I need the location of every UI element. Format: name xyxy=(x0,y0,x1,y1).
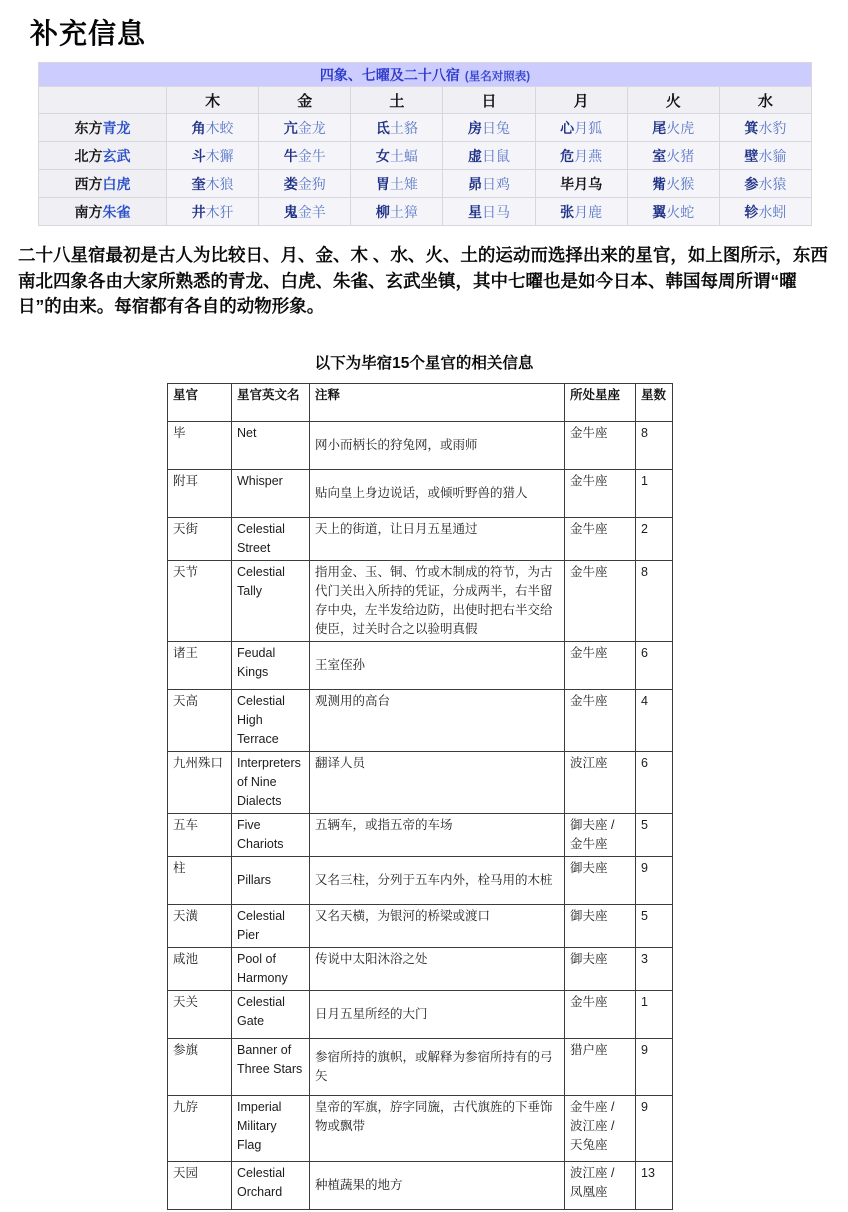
four-symbols-navbox-table xyxy=(38,62,812,226)
star-en-cell: Banner of Three Stars xyxy=(232,1038,310,1095)
direction-label: 西方 xyxy=(74,175,103,192)
mansion-link[interactable]: 尾火虎 xyxy=(652,119,695,136)
star-count-cell: 1 xyxy=(636,990,673,1038)
mansion-cell xyxy=(535,198,627,226)
mansion-cell xyxy=(443,198,535,226)
star-count-cell: 9 xyxy=(636,1095,673,1161)
star-note-cell: 王室侄孙 xyxy=(310,641,565,689)
direction-group-cell xyxy=(39,142,167,170)
star-en-cell: Celestial High Terrace xyxy=(232,689,310,751)
mansion-link[interactable]: 张月鹿 xyxy=(560,203,603,220)
navbox-title-cell xyxy=(39,63,812,87)
planet-column-header: 日 xyxy=(443,87,535,114)
mansion-link[interactable]: 壁水貐 xyxy=(744,147,787,164)
star-name-cell: 毕 xyxy=(168,421,232,469)
mansion-link[interactable]: 井木犴 xyxy=(191,203,234,220)
navbox-row xyxy=(39,198,812,226)
star-note-cell: 天上的街道，让日月五星通过 xyxy=(310,517,565,560)
star-note-cell: 又名天横，为银河的桥梁或渡口 xyxy=(310,904,565,947)
star-official-row xyxy=(168,947,673,990)
star-count-cell: 5 xyxy=(636,904,673,947)
symbol-link[interactable]: 白虎 xyxy=(102,175,131,192)
mansion-cell xyxy=(351,114,443,142)
mansion-cell xyxy=(259,142,351,170)
mansion-cell xyxy=(443,114,535,142)
star-en-cell: Celestial Street xyxy=(232,517,310,560)
star-name-header: 星官 xyxy=(168,383,232,421)
star-constellation-cell: 金牛座 xyxy=(565,421,636,469)
mansion-cell xyxy=(167,198,259,226)
star-count-cell: 5 xyxy=(636,813,673,856)
star-official-row xyxy=(168,1095,673,1161)
star-officials-table xyxy=(167,383,673,1210)
star-count-cell: 9 xyxy=(636,1038,673,1095)
mansion-cell xyxy=(535,142,627,170)
mansion-cell xyxy=(259,198,351,226)
mansion-cell xyxy=(627,142,719,170)
navbox-title-row xyxy=(39,63,812,87)
star-count-cell: 1 xyxy=(636,469,673,517)
mansion-link[interactable]: 昴日鸡 xyxy=(467,175,510,192)
direction-group-cell xyxy=(39,170,167,198)
mansion-cell xyxy=(719,142,811,170)
star-note-cell: 又名三柱，分列于五车内外，栓马用的木桩 xyxy=(310,856,565,904)
mansion-link[interactable]: 觜火猴 xyxy=(652,175,695,192)
mansion-link[interactable]: 虚日鼠 xyxy=(467,147,510,164)
mansion-link[interactable]: 箕水豹 xyxy=(744,119,787,136)
mansion-link[interactable]: 柳土獐 xyxy=(375,203,418,220)
star-constellation-cell: 金牛座 xyxy=(565,469,636,517)
star-name-cell: 柱 xyxy=(168,856,232,904)
planet-column-header: 木 xyxy=(167,87,259,114)
navbox-title-note: (星名对照表) xyxy=(464,70,531,83)
mansion-link[interactable]: 斗木獬 xyxy=(191,147,234,164)
star-official-row xyxy=(168,469,673,517)
star-en-cell: Pillars xyxy=(232,856,310,904)
mansion-cell xyxy=(719,114,811,142)
star-official-row xyxy=(168,990,673,1038)
star-constellation-cell: 御夫座 xyxy=(565,904,636,947)
mansion-link[interactable]: 危月燕 xyxy=(560,147,603,164)
star-official-row xyxy=(168,904,673,947)
star-en-cell: Celestial Pier xyxy=(232,904,310,947)
section-subtitle: 以下为毕宿15个星官的相关信息 xyxy=(314,354,534,372)
star-constellation-header: 所处星座 xyxy=(565,383,636,421)
star-official-row xyxy=(168,641,673,689)
planet-column-header: 月 xyxy=(535,87,627,114)
star-constellation-cell: 御夫座 xyxy=(565,856,636,904)
star-name-cell: 天园 xyxy=(168,1161,232,1209)
mansion-cell xyxy=(535,170,627,198)
star-note-cell: 贴向皇上身边说话，或倾听野兽的猎人 xyxy=(310,469,565,517)
star-count-cell: 8 xyxy=(636,421,673,469)
mansion-cell xyxy=(719,198,811,226)
star-count-cell: 13 xyxy=(636,1161,673,1209)
star-count-header: 星数 xyxy=(636,383,673,421)
star-constellation-cell: 御夫座 xyxy=(565,947,636,990)
star-note-cell: 网小而柄长的狩兔网，或雨师 xyxy=(310,421,565,469)
direction-label: 东方 xyxy=(74,119,103,136)
page-title: 补充信息 xyxy=(30,18,147,49)
star-name-cell: 九州殊口 xyxy=(168,751,232,813)
star-note-cell: 参宿所持的旗帜，或解释为参宿所持有的弓矢 xyxy=(310,1038,565,1095)
intro-paragraph: 二十八星宿最初是古人为比较日、月、金、木 、水、火、土的运动而选择出来的星官，如上图所示，东西南北四象各由大家所熟悉的青龙、白虎、朱雀、玄武坐镇，其中七曜也是如今日本、韩国每周所谓“曜日”的由来。每宿都有各自的动物形象。 xyxy=(18,245,828,316)
navbox-row xyxy=(39,142,812,170)
mansion-cell xyxy=(259,114,351,142)
star-constellation-cell: 金牛座 xyxy=(565,517,636,560)
star-name-cell: 参旗 xyxy=(168,1038,232,1095)
direction-group-cell xyxy=(39,198,167,226)
star-official-row xyxy=(168,689,673,751)
star-count-cell: 6 xyxy=(636,751,673,813)
mansion-cell xyxy=(167,142,259,170)
mansion-link[interactable]: 星日马 xyxy=(467,203,510,220)
star-constellation-cell: 波江座 xyxy=(565,751,636,813)
mansion-cell xyxy=(627,170,719,198)
mansion-cell xyxy=(719,170,811,198)
star-name-cell: 诸王 xyxy=(168,641,232,689)
star-en-cell: Five Chariots xyxy=(232,813,310,856)
star-en-header: 星官英文名 xyxy=(232,383,310,421)
star-constellation-cell: 金牛座 xyxy=(565,641,636,689)
mansion-link[interactable]: 轸水蚓 xyxy=(744,203,787,220)
star-en-cell: Imperial Military Flag xyxy=(232,1095,310,1161)
mansion-cell xyxy=(351,198,443,226)
star-count-cell: 6 xyxy=(636,641,673,689)
star-en-cell: Interpreters of Nine Dialects xyxy=(232,751,310,813)
star-count-cell: 2 xyxy=(636,517,673,560)
mansion-link[interactable]: 心月狐 xyxy=(560,119,603,136)
star-note-cell: 皇帝的军旗，斿字同旒，古代旗旌的下垂饰物或飘带 xyxy=(310,1095,565,1161)
star-official-row xyxy=(168,517,673,560)
mansion-cell xyxy=(627,114,719,142)
mansion-cell xyxy=(535,114,627,142)
star-name-cell: 九斿 xyxy=(168,1095,232,1161)
planet-column-header: 水 xyxy=(719,87,811,114)
star-name-cell: 五车 xyxy=(168,813,232,856)
star-en-cell: Celestial Gate xyxy=(232,990,310,1038)
mansion-cell xyxy=(259,170,351,198)
planet-column-header: 金 xyxy=(259,87,351,114)
star-name-cell: 天潢 xyxy=(168,904,232,947)
mansion-link[interactable]: 女土蝠 xyxy=(375,147,418,164)
star-note-cell: 指用金、玉、铜、竹或木制成的符节，为古代门关出入所持的凭证，分成两半，右半留存中央，左半发给边防，出使时把右半交给使臣，过关时合之以验明真假 xyxy=(310,560,565,641)
star-table-header-row xyxy=(168,383,673,421)
star-official-row xyxy=(168,421,673,469)
mansion-link[interactable]: 参水猿 xyxy=(744,175,787,192)
mansion-link[interactable]: 氐土貉 xyxy=(375,119,418,136)
star-official-row xyxy=(168,751,673,813)
star-constellation-cell: 猎户座 xyxy=(565,1038,636,1095)
star-note-cell: 翻译人员 xyxy=(310,751,565,813)
star-en-cell: Net xyxy=(232,421,310,469)
mansion-link[interactable]: 胃土雉 xyxy=(375,175,418,192)
symbol-link[interactable]: 青龙 xyxy=(102,119,131,136)
mansion-link[interactable]: 房日兔 xyxy=(467,119,510,136)
planet-column-header: 土 xyxy=(351,87,443,114)
star-constellation-cell: 金牛座 xyxy=(565,990,636,1038)
star-name-cell: 咸池 xyxy=(168,947,232,990)
symbol-link[interactable]: 玄武 xyxy=(102,147,131,164)
star-constellation-cell: 金牛座 xyxy=(565,689,636,751)
navbox-title: 四象、七曜及二十八宿 xyxy=(319,66,460,83)
star-count-cell: 9 xyxy=(636,856,673,904)
direction-label: 南方 xyxy=(74,203,103,220)
star-note-cell: 传说中太阳沐浴之处 xyxy=(310,947,565,990)
mansion-cell xyxy=(351,142,443,170)
mansion-link[interactable]: 鬼金羊 xyxy=(283,203,326,220)
navbox-row xyxy=(39,114,812,142)
star-constellation-cell: 金牛座 / 波江座 / 天兔座 xyxy=(565,1095,636,1161)
star-constellation-cell: 波江座 / 凤凰座 xyxy=(565,1161,636,1209)
star-note-cell: 日月五星所经的大门 xyxy=(310,990,565,1038)
mansion-link[interactable]: 角木蛟 xyxy=(191,119,234,136)
star-en-cell: Celestial Orchard xyxy=(232,1161,310,1209)
star-name-cell: 附耳 xyxy=(168,469,232,517)
mansion-cell xyxy=(167,114,259,142)
mansion-cell xyxy=(627,198,719,226)
star-en-cell: Feudal Kings xyxy=(232,641,310,689)
mansion-cell xyxy=(443,170,535,198)
star-constellation-cell: 金牛座 xyxy=(565,560,636,641)
star-en-cell: Whisper xyxy=(232,469,310,517)
star-constellation-cell: 御夫座 / 金牛座 xyxy=(565,813,636,856)
mansion-cell xyxy=(443,142,535,170)
star-note-cell: 五辆车，或指五帝的车场 xyxy=(310,813,565,856)
star-official-row xyxy=(168,1038,673,1095)
star-count-cell: 4 xyxy=(636,689,673,751)
navbox-header-row xyxy=(39,87,812,114)
mansion-link[interactable]: 娄金狗 xyxy=(283,175,326,192)
star-note-header: 注释 xyxy=(310,383,565,421)
star-count-cell: 8 xyxy=(636,560,673,641)
star-name-cell: 天关 xyxy=(168,990,232,1038)
star-official-row xyxy=(168,856,673,904)
star-name-cell: 天高 xyxy=(168,689,232,751)
mansion-link[interactable]: 奎木狼 xyxy=(191,175,234,192)
star-name-cell: 天节 xyxy=(168,560,232,641)
mansion-cell xyxy=(167,170,259,198)
star-official-row xyxy=(168,1161,673,1209)
star-count-cell: 3 xyxy=(636,947,673,990)
mansion-link[interactable]: 翼火蛇 xyxy=(652,203,695,220)
direction-group-cell xyxy=(39,114,167,142)
mansion-cell xyxy=(351,170,443,198)
mansion-link[interactable]: 亢金龙 xyxy=(283,119,326,136)
mansion-link[interactable]: 室火猪 xyxy=(652,147,695,164)
direction-label: 北方 xyxy=(74,147,103,164)
planet-column-header: 火 xyxy=(627,87,719,114)
star-en-cell: Pool of Harmony xyxy=(232,947,310,990)
star-note-cell: 种植蔬果的地方 xyxy=(310,1161,565,1209)
navbox-row xyxy=(39,170,812,198)
star-official-row xyxy=(168,813,673,856)
star-name-cell: 天街 xyxy=(168,517,232,560)
star-note-cell: 观测用的高台 xyxy=(310,689,565,751)
star-official-row xyxy=(168,560,673,641)
navbox-corner-cell xyxy=(39,87,167,114)
star-en-cell: Celestial Tally xyxy=(232,560,310,641)
mansion-current-label: 毕月乌 xyxy=(560,175,603,192)
mansion-link[interactable]: 牛金牛 xyxy=(283,147,326,164)
symbol-link[interactable]: 朱雀 xyxy=(102,203,131,220)
